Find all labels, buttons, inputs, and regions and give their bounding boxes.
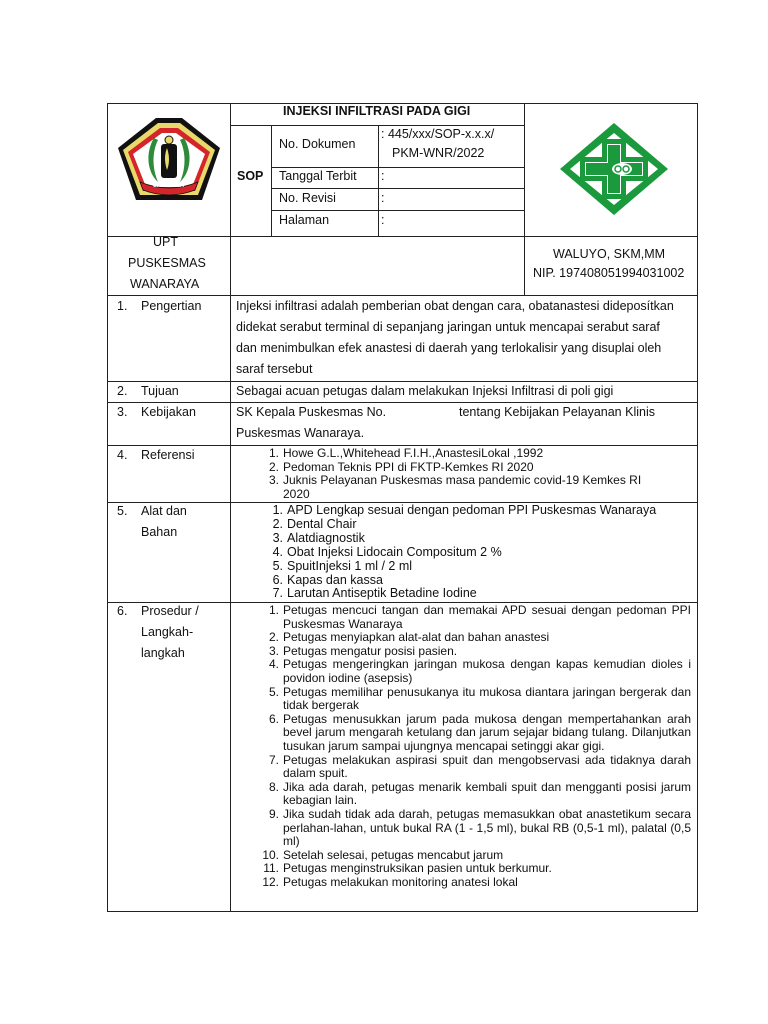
pengertian-line: didekat serabut terminal di sepanjang jaringan untuk mencapai serabut saraf	[236, 320, 660, 334]
org-upt: UPT	[153, 235, 178, 249]
row-number: 3.	[117, 405, 128, 419]
row-number: 5.	[117, 504, 128, 518]
row-label-kebijakan: Kebijakan	[141, 405, 196, 419]
list-item: 1. Howe G.L.,Whitehead F.I.H.,AnastesiLokal ,1992	[268, 446, 544, 460]
list-item: 3. Petugas mengatur posisi pasien.	[268, 643, 458, 658]
row-label-bahan: Bahan	[141, 525, 178, 539]
list-item: 11. Petugas menginstruksikan pasien untuk berkumur.	[263, 861, 552, 876]
prosedur-list	[237, 604, 691, 889]
puskesmas-logo	[558, 121, 670, 217]
row-label-alat: Alat dan	[141, 504, 187, 518]
list-item: 12. Petugas melakukan monitoring anatesi lokal	[262, 874, 518, 889]
no-dokumen-value: : 445/xxx/SOP-x.x.x/	[381, 127, 495, 141]
referensi-list	[237, 447, 677, 501]
tanggal-terbit-value: :	[381, 169, 385, 183]
row-label-tujuan: Tujuan	[141, 384, 179, 398]
list-item: 5. Petugas memilihar penusukanya itu mukosa diantara jaringan bergerak dan tidak bergerak	[268, 684, 691, 713]
halaman-label: Halaman	[279, 213, 330, 227]
list-item: 3. Alatdiagnostik	[272, 530, 365, 545]
list-item: 2. Dental Chair	[272, 516, 357, 531]
list-item: 2. Pedoman Teknis PPI di FKTP-Kemkes RI 2020	[268, 459, 534, 474]
halaman-value: :	[381, 213, 385, 227]
list-item: 7. Petugas melakukan aspirasi spuit dan mengobservasi ada tidaknya darah dalam spuit.	[268, 752, 691, 781]
no-revisi-value: :	[381, 191, 385, 205]
list-item: 9. Jika sudah tidak ada darah, petugas memasukkan obat anastetikum secara perlahan-lahan, untuk bukal RA (1 - 1,5 ml), bukal RB (0,5-1 ml), palatal (0,5 ml)	[268, 806, 691, 849]
no-revisi-label: No. Revisi	[279, 191, 336, 205]
sop-label: SOP	[237, 169, 264, 183]
kebijakan-text: tentang Kebijakan Pelayanan Klinis	[459, 405, 655, 419]
org-wanaraya: WANARAYA	[130, 277, 200, 291]
row-label-pengertian: Pengertian	[141, 299, 202, 313]
row-number: 2.	[117, 384, 128, 398]
document-title: INJEKSI INFILTRASI PADA GIGI	[283, 104, 471, 118]
list-item: 6. Petugas menusukkan jarum pada mukosa dengan mempertahankan arah bevel jarum mengarah ketulang dan jarum sejajar bidang tulang. Dilanjutkan tusukan jarum sampai ujungnya mencapai setinggi akar gigi.	[268, 711, 691, 753]
list-item: 4. Obat Injeksi Lidocain Compositum 2 %	[272, 544, 502, 559]
row-label-referensi: Referensi	[141, 448, 195, 462]
no-dokumen-value-cont: PKM-WNR/2022	[392, 146, 485, 160]
regency-emblem-logo	[116, 116, 222, 206]
pengertian-line: dan menimbulkan efek anastesi di daerah yang terlokalisir yang disuplai oleh	[236, 341, 662, 355]
signatory-nip: NIP. 197408051994031002	[533, 266, 685, 280]
list-item: 1. Petugas mencuci tangan dan memakai APD sesuai dengan pedoman PPI Puskesmas Wanaraya	[268, 603, 691, 631]
list-item: 2. Petugas menyiapkan alat-alat dan bahan anastesi	[268, 630, 550, 645]
list-item: 3. Juknis Pelayanan Puskesmas masa pandemic covid-19 Kemkes RI 2020	[268, 473, 642, 501]
kebijakan-text: SK Kepala Puskesmas No.	[236, 405, 387, 419]
alat-bahan-list	[241, 504, 681, 601]
no-dokumen-label: No. Dokumen	[279, 137, 356, 151]
tanggal-terbit-label: Tanggal Terbit	[279, 169, 357, 183]
list-item: 4. Petugas mengeringkan jaringan mukosa dengan kapas kemudian dioles i povidon iodine (asepsis)	[268, 657, 691, 685]
row-label-prosedur: Prosedur /	[141, 604, 199, 618]
tujuan-text: Sebagai acuan petugas dalam melakukan Injeksi Infiltrasi di poli gigi	[236, 384, 614, 398]
pengertian-line: Injeksi infiltrasi adalah pemberian obat dengan cara, obatanastesi dideposítkan	[236, 299, 674, 313]
list-item: 1. APD Lengkap sesuai dengan pedoman PPI Puskesmas Wanaraya	[272, 503, 657, 517]
list-item: 6. Kapas dan kassa	[272, 572, 383, 587]
row-label-langkah-2: langkah	[141, 646, 185, 660]
list-item: 7. Larutan Antiseptik Betadine Iodine	[272, 586, 477, 601]
emblem-ribbon-text: SALIDANA	[153, 183, 184, 189]
row-number: 1.	[117, 299, 128, 313]
row-number: 4.	[117, 448, 128, 462]
list-item: 8. Jika ada darah, petugas menarik kembali spuit dan mengganti posisi jarum kebagian lain.	[268, 779, 691, 808]
list-item: 5. SpuitInjeksi 1 ml / 2 ml	[272, 558, 413, 573]
list-item: 10. Setelah selesai, petugas mencabut jarum	[262, 847, 504, 862]
row-number: 6.	[117, 604, 128, 618]
row-label-langkah: Langkah-	[141, 625, 194, 639]
pengertian-line: saraf tersebut	[236, 362, 313, 376]
org-puskesmas: PUSKESMAS	[128, 256, 206, 270]
kebijakan-text: Puskesmas Wanaraya.	[236, 426, 365, 440]
signatory-name: WALUYO, SKM,MM	[553, 247, 666, 261]
